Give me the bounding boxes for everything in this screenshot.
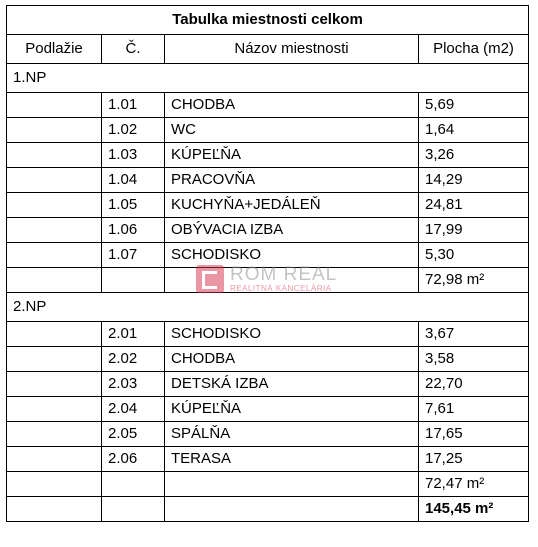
header-number: Č. [102,35,165,64]
floor-blank-cell [7,397,102,422]
grand-total: 145,45 m² [419,497,529,522]
room-name: CHODBA [165,93,419,118]
subtotal-row [7,268,529,293]
watermark-name: ROM REAL [230,264,338,285]
room-area: 24,81 [419,193,529,218]
room-name: SCHODISKO [165,243,419,268]
floor-blank-cell [7,193,102,218]
floor-blank-cell [7,372,102,397]
room-number: 1.02 [102,118,165,143]
room-row [7,347,529,372]
table-title-row [7,6,529,35]
subtotal-blank-cell [102,472,165,497]
room-number: 1.05 [102,193,165,218]
room-row [7,118,529,143]
subtotal-blank-cell [7,472,102,497]
header-floor: Podlažie [7,35,102,64]
floor-section-row [7,293,529,322]
room-name: SCHODISKO [165,322,419,347]
room-name: KUCHYŇA+JEDÁLEŇ [165,193,419,218]
room-number: 1.06 [102,218,165,243]
floor-blank-cell [7,118,102,143]
room-area: 17,65 [419,422,529,447]
room-area: 1,64 [419,118,529,143]
subtotal-blank-cell [7,268,102,293]
table-header-row [7,35,529,64]
room-area: 22,70 [419,372,529,397]
room-area: 7,61 [419,397,529,422]
floor-blank-cell [7,168,102,193]
header-area: Plocha (m2) [419,35,529,64]
subtotal-blank-cell [102,268,165,293]
total-blank-cell [102,497,165,522]
watermark-tagline: REALITNÁ KANCELÁRIA [230,284,332,293]
floor-label: 1.NP [7,64,529,93]
room-name: CHODBA [165,347,419,372]
room-name: KÚPEĽŇA [165,143,419,168]
room-area: 5,69 [419,93,529,118]
room-row [7,447,529,472]
table-title: Tabulka miestnosti celkom [7,6,529,35]
room-row [7,93,529,118]
floor-blank-cell [7,422,102,447]
room-number: 1.03 [102,143,165,168]
room-name: KÚPEĽŇA [165,397,419,422]
floor-label: 2.NP [7,293,529,322]
room-row [7,218,529,243]
room-number: 2.05 [102,422,165,447]
total-blank-cell [165,497,419,522]
room-area: 5,30 [419,243,529,268]
subtotal-blank-cell [165,268,419,293]
room-number: 2.03 [102,372,165,397]
room-name: PRACOVŇA [165,168,419,193]
room-row [7,168,529,193]
floor-blank-cell [7,322,102,347]
room-row [7,193,529,218]
room-name: OBÝVACIA IZBA [165,218,419,243]
room-area: 17,99 [419,218,529,243]
room-number: 2.06 [102,447,165,472]
room-row [7,143,529,168]
floor-blank-cell [7,218,102,243]
room-name: DETSKÁ IZBA [165,372,419,397]
rooms-table [6,5,529,522]
floor-section-row [7,64,529,93]
floor-blank-cell [7,243,102,268]
room-area: 3,26 [419,143,529,168]
room-number: 2.01 [102,322,165,347]
floor-blank-cell [7,347,102,372]
floor-blank-cell [7,447,102,472]
room-number: 1.04 [102,168,165,193]
total-blank-cell [7,497,102,522]
subtotal-blank-cell [165,472,419,497]
header-room-name: Názov miestnosti [165,35,419,64]
total-row [7,497,529,522]
room-area: 14,29 [419,168,529,193]
room-row [7,422,529,447]
room-name: TERASA [165,447,419,472]
room-area: 3,58 [419,347,529,372]
subtotal-row [7,472,529,497]
room-number: 2.04 [102,397,165,422]
room-area: 17,25 [419,447,529,472]
room-row [7,322,529,347]
room-area: 3,67 [419,322,529,347]
room-row [7,372,529,397]
floor-blank-cell [7,93,102,118]
floor-subtotal: 72,98 m² [419,268,529,293]
room-name: WC [165,118,419,143]
room-name: SPÁLŇA [165,422,419,447]
floor-subtotal: 72,47 m² [419,472,529,497]
room-row [7,243,529,268]
room-number: 1.07 [102,243,165,268]
room-number: 1.01 [102,93,165,118]
floor-blank-cell [7,143,102,168]
room-number: 2.02 [102,347,165,372]
room-row [7,397,529,422]
